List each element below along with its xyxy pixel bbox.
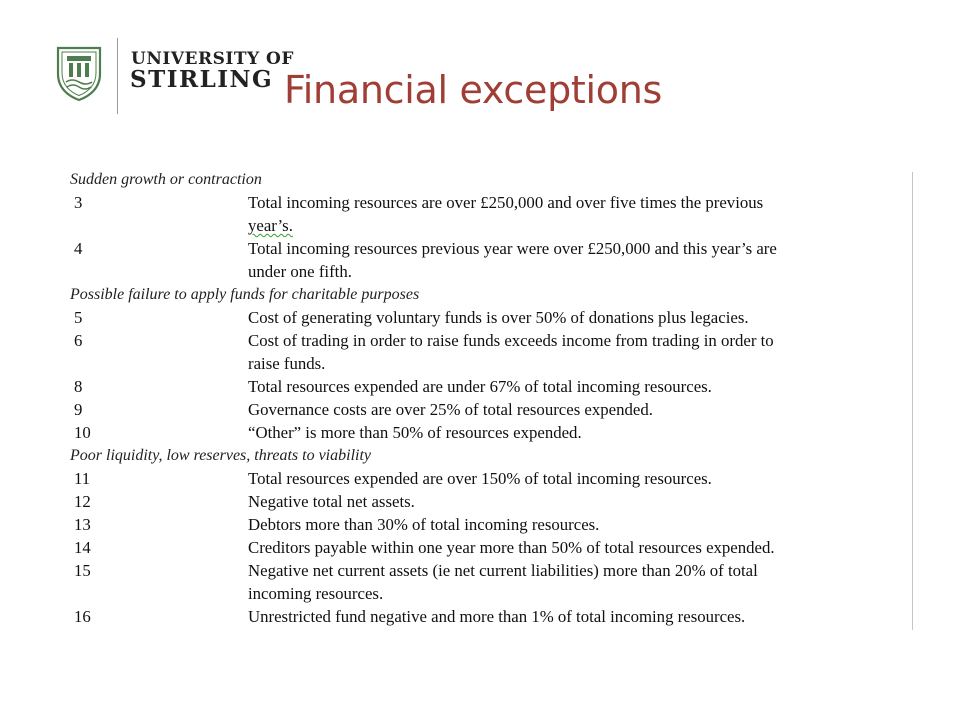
section-heading: Sudden growth or contraction [70,171,262,188]
row-text: Cost of generating voluntary funds is over 50% of donations plus legacies. [248,308,749,327]
table-row [70,559,912,582]
table-row [70,375,912,398]
table-row-continuation [70,582,912,605]
table-row-continuation [70,214,912,237]
table-row [70,421,912,444]
row-text: Total resources expended are over 150% of total incoming resources. [248,469,712,488]
row-number: 13 [74,515,91,534]
table-row [70,536,912,559]
table-row [70,191,912,214]
table-row-continuation [70,352,912,375]
row-number: 11 [74,469,91,488]
table-row-continuation [70,260,912,283]
row-text: Debtors more than 30% of total incoming resources. [248,515,600,534]
section-heading: Possible failure to apply funds for charitable purposes [70,286,420,303]
row-text: Governance costs are over 25% of total resources expended. [248,400,653,419]
table-row [70,329,912,352]
row-number: 14 [74,538,91,557]
logo-divider [117,38,118,114]
row-text: incoming resources. [248,584,384,603]
table-row [70,398,912,421]
row-text: Total incoming resources previous year were over £250,000 and this year’s are [248,239,777,258]
university-name-line2: STIRLING [130,66,274,93]
row-text: Total resources expended are under 67% of total incoming resources. [248,377,712,396]
section-heading: Poor liquidity, low reserves, threats to viability [70,447,372,464]
row-number: 12 [74,492,91,511]
table-row [70,306,912,329]
row-number: 9 [74,400,83,419]
row-number: 6 [74,331,83,350]
table-row [70,467,912,490]
row-number: 5 [74,308,83,327]
row-text: Negative net current assets (ie net current liabilities) more than 20% of total [248,561,758,580]
row-text: year’s. [248,216,293,235]
row-number: 15 [74,561,91,580]
university-name-line1: UNIVERSITY OF [131,49,294,69]
row-text: Cost of trading in order to raise funds exceeds income from trading in order to [248,331,774,350]
table-row [70,490,912,513]
row-text: Total incoming resources are over £250,000 and over five times the previous [248,193,764,212]
university-crest-icon [54,44,104,102]
exceptions-table [70,168,912,630]
slide-title: Financial exceptions [284,68,662,112]
document-edge [912,172,913,630]
row-text: “Other” is more than 50% of resources expended. [248,423,582,442]
row-number: 16 [74,607,91,626]
row-text: Negative total net assets. [248,492,415,511]
table-row [70,237,912,260]
row-number: 10 [74,423,91,442]
row-text: under one fifth. [248,262,352,281]
row-text: raise funds. [248,354,326,373]
row-text: Unrestricted fund negative and more than 1% of total incoming resources. [248,607,746,626]
row-number: 4 [74,239,83,258]
row-text: Creditors payable within one year more than 50% of total resources expended. [248,538,775,557]
row-number: 8 [74,377,83,396]
table-row [70,605,912,628]
table-row [70,513,912,536]
row-number: 3 [74,193,83,212]
